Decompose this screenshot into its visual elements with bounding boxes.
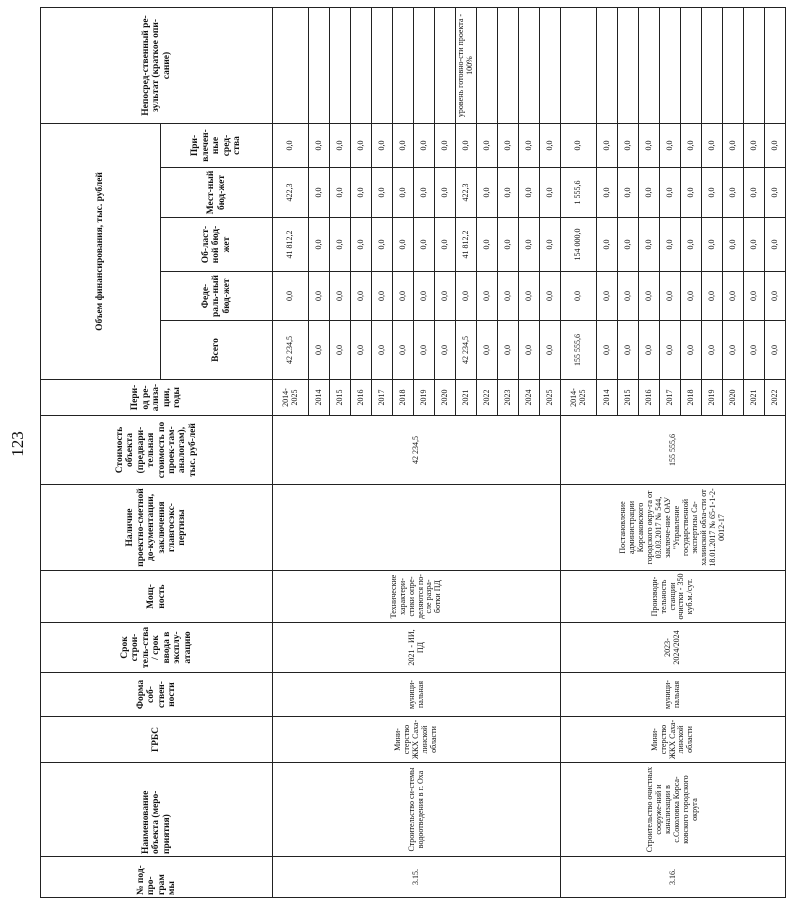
row-period: 2016: [639, 380, 660, 416]
row-period: 2019: [702, 380, 723, 416]
row-attracted: 0,0: [351, 124, 372, 168]
result-cell: [435, 8, 456, 124]
row-attracted: 0,0: [309, 124, 330, 168]
result-cell: [561, 8, 597, 124]
row-regional: 0,0: [639, 218, 660, 272]
row-local: 422,3: [456, 168, 477, 218]
header-name: Наименование объекта (меро-приятия): [41, 763, 273, 857]
row-total: 0,0: [702, 321, 723, 380]
row-regional: 154 000,0: [561, 218, 597, 272]
row-attracted: 0,0: [765, 124, 786, 168]
header-no: № под-про-грам мы: [41, 857, 273, 898]
row-regional: 0,0: [618, 218, 639, 272]
header-capacity: Мощ-ность: [41, 571, 273, 623]
row-regional: 0,0: [765, 218, 786, 272]
header-financing: Объем финансирования, тыс. рублей: [41, 124, 161, 380]
project-grbs: Мини-стерство ЖКХ Саха-линской области: [561, 717, 786, 763]
row-regional: 0,0: [498, 218, 519, 272]
row-federal: 0,0: [330, 272, 351, 321]
row-total: 42 234,5: [456, 321, 477, 380]
row-local: 0,0: [660, 168, 681, 218]
row-regional: 0,0: [723, 218, 744, 272]
row-regional: 0,0: [744, 218, 765, 272]
row-local: 0,0: [702, 168, 723, 218]
row-total: 0,0: [681, 321, 702, 380]
row-local: 0,0: [639, 168, 660, 218]
row-local: 0,0: [309, 168, 330, 218]
row-local: 0,0: [618, 168, 639, 218]
row-period: 2018: [393, 380, 414, 416]
row-local: 0,0: [351, 168, 372, 218]
row-total: 0,0: [597, 321, 618, 380]
row-regional: 0,0: [660, 218, 681, 272]
row-federal: 0,0: [309, 272, 330, 321]
row-federal: 0,0: [765, 272, 786, 321]
row-regional: 0,0: [519, 218, 540, 272]
header-federal: Феде-раль-ный бюд-жет: [161, 272, 273, 321]
rotated-table-page: [40, 8, 779, 898]
row-attracted: 0,0: [393, 124, 414, 168]
project-number: 3.15.: [273, 857, 561, 898]
row-local: 0,0: [681, 168, 702, 218]
project-docs: Постановление администрации Корсаковского городского окру-га от 03.03.2017 № 544, заключе-ние ОАУ "Управление государственной экспертизы Са-халинской обла-сти от 18.01.2017 № 65-1-1-2-0012-17: [561, 485, 786, 571]
row-local: 0,0: [372, 168, 393, 218]
project-name: Строительство очистных сооруже-ний и канализации в с.Соколовка Корса-ковского городского округа: [561, 763, 786, 857]
row-period: 2020: [435, 380, 456, 416]
row-attracted: 0,0: [723, 124, 744, 168]
row-regional: 0,0: [330, 218, 351, 272]
row-period: 2014-2025: [273, 380, 309, 416]
row-attracted: 0,0: [702, 124, 723, 168]
row-regional: 0,0: [597, 218, 618, 272]
row-attracted: 0,0: [498, 124, 519, 168]
project-term: 2023-2024/2024: [561, 623, 786, 673]
result-cell: [393, 8, 414, 124]
row-total: 42 234,5: [273, 321, 309, 380]
row-total: 0,0: [540, 321, 561, 380]
row-federal: 0,0: [273, 272, 309, 321]
row-federal: 0,0: [744, 272, 765, 321]
result-cell: [702, 8, 723, 124]
row-local: 0,0: [393, 168, 414, 218]
row-attracted: 0,0: [372, 124, 393, 168]
row-attracted: 0,0: [597, 124, 618, 168]
row-total: 0,0: [660, 321, 681, 380]
result-cell: [723, 8, 744, 124]
result-cell: [639, 8, 660, 124]
project-docs: [273, 485, 561, 571]
result-cell: [477, 8, 498, 124]
result-cell: [372, 8, 393, 124]
row-regional: 0,0: [477, 218, 498, 272]
row-total: 0,0: [519, 321, 540, 380]
row-total: 0,0: [351, 321, 372, 380]
row-period: 2015: [330, 380, 351, 416]
row-total: 0,0: [435, 321, 456, 380]
row-regional: 0,0: [309, 218, 330, 272]
row-federal: 0,0: [519, 272, 540, 321]
result-cell: [660, 8, 681, 124]
row-period: 2014: [597, 380, 618, 416]
project-grbs: Мини-стерство ЖКХ Саха-линской области: [273, 717, 561, 763]
project-term: 2021 - ИИ, ПД: [273, 623, 561, 673]
row-regional: 0,0: [702, 218, 723, 272]
row-regional: 0,0: [435, 218, 456, 272]
row-total: 0,0: [723, 321, 744, 380]
row-federal: 0,0: [435, 272, 456, 321]
row-period: 2019: [414, 380, 435, 416]
row-total: 0,0: [393, 321, 414, 380]
row-attracted: 0,0: [456, 124, 477, 168]
row-period: 2014: [309, 380, 330, 416]
row-local: 1 555,6: [561, 168, 597, 218]
row-attracted: 0,0: [273, 124, 309, 168]
project-cost: 42 234,5: [273, 416, 561, 485]
row-federal: 0,0: [372, 272, 393, 321]
row-period: 2023: [498, 380, 519, 416]
row-attracted: 0,0: [414, 124, 435, 168]
row-federal: 0,0: [414, 272, 435, 321]
row-federal: 0,0: [702, 272, 723, 321]
project-ownership: муници-пальная: [273, 673, 561, 717]
row-local: 422,3: [273, 168, 309, 218]
header-regional: Об-ласт-ной бюд-жет: [161, 218, 273, 272]
row-attracted: 0,0: [639, 124, 660, 168]
row-period: 2021: [744, 380, 765, 416]
row-total: 0,0: [618, 321, 639, 380]
header-local: Мест-ный бюд-жет: [161, 168, 273, 218]
row-local: 0,0: [477, 168, 498, 218]
table-body: [273, 8, 786, 898]
row-total: 0,0: [765, 321, 786, 380]
row-local: 0,0: [765, 168, 786, 218]
row-regional: 0,0: [393, 218, 414, 272]
header-period: Пери-од ре-ализа-ции, годы: [41, 380, 273, 416]
result-cell: [330, 8, 351, 124]
page-number: 123: [8, 431, 27, 457]
row-attracted: 0,0: [330, 124, 351, 168]
row-total: 155 555,6: [561, 321, 597, 380]
row-federal: 0,0: [498, 272, 519, 321]
row-regional: 0,0: [414, 218, 435, 272]
row-local: 0,0: [540, 168, 561, 218]
row-period: 2024: [519, 380, 540, 416]
row-federal: 0,0: [618, 272, 639, 321]
table-header: [41, 8, 273, 898]
row-period: 2018: [681, 380, 702, 416]
row-period: 2022: [477, 380, 498, 416]
row-regional: 0,0: [540, 218, 561, 272]
row-total: 0,0: [639, 321, 660, 380]
row-regional: 0,0: [351, 218, 372, 272]
header-cost: Стоимость объекта (предвари-тельная стоимость по проек-там-аналогам), тыс. руб-лей: [41, 416, 273, 485]
row-attracted: 0,0: [744, 124, 765, 168]
row-local: 0,0: [330, 168, 351, 218]
row-local: 0,0: [414, 168, 435, 218]
header-term: Срок строи-тель-ства / срок ввода в эксплу-атацию: [41, 623, 273, 673]
row-local: 0,0: [435, 168, 456, 218]
result-cell: [498, 8, 519, 124]
row-local: 0,0: [597, 168, 618, 218]
row-federal: 0,0: [597, 272, 618, 321]
result-cell: [519, 8, 540, 124]
header-total: Всего: [161, 321, 273, 380]
row-federal: 0,0: [660, 272, 681, 321]
row-regional: 0,0: [681, 218, 702, 272]
result-cell: [351, 8, 372, 124]
row-regional: 0,0: [372, 218, 393, 272]
result-cell: [273, 8, 309, 124]
result-cell: [540, 8, 561, 124]
header-grbs: ГРБС: [41, 717, 273, 763]
row-attracted: 0,0: [435, 124, 456, 168]
row-period: 2017: [660, 380, 681, 416]
row-total: 0,0: [477, 321, 498, 380]
result-cell: [597, 8, 618, 124]
row-attracted: 0,0: [477, 124, 498, 168]
row-federal: 0,0: [540, 272, 561, 321]
project-capacity: Производи-тельность станции очистки - 350 куб.м./сут.: [561, 571, 786, 623]
row-regional: 41 812,2: [273, 218, 309, 272]
row-total: 0,0: [498, 321, 519, 380]
row-local: 0,0: [723, 168, 744, 218]
result-cell: [765, 8, 786, 124]
row-federal: 0,0: [477, 272, 498, 321]
row-total: 0,0: [414, 321, 435, 380]
row-federal: 0,0: [561, 272, 597, 321]
header-ownership: Форма соб-ствен-ности: [41, 673, 273, 717]
financing-table: [40, 7, 786, 898]
row-federal: 0,0: [351, 272, 372, 321]
row-attracted: 0,0: [681, 124, 702, 168]
project-cost: 155 555,6: [561, 416, 786, 485]
row-total: 0,0: [309, 321, 330, 380]
result-cell: [414, 8, 435, 124]
row-local: 0,0: [744, 168, 765, 218]
project-result: уровень готовно-сти проекта - 100%: [456, 8, 477, 124]
result-cell: [744, 8, 765, 124]
row-period: 2020: [723, 380, 744, 416]
table-row: [561, 8, 597, 898]
result-cell: [681, 8, 702, 124]
row-local: 0,0: [519, 168, 540, 218]
row-attracted: 0,0: [618, 124, 639, 168]
row-attracted: 0,0: [519, 124, 540, 168]
row-period: 2021: [456, 380, 477, 416]
row-attracted: 0,0: [561, 124, 597, 168]
row-total: 0,0: [744, 321, 765, 380]
row-regional: 41 812,2: [456, 218, 477, 272]
row-federal: 0,0: [681, 272, 702, 321]
row-total: 0,0: [330, 321, 351, 380]
row-federal: 0,0: [393, 272, 414, 321]
result-cell: [309, 8, 330, 124]
table-row: [273, 8, 309, 898]
project-capacity: Технические характери-стики опре-деляются по-сле разра-ботки ПД: [273, 571, 561, 623]
project-number: 3.16.: [561, 857, 786, 898]
row-period: 2014-2025: [561, 380, 597, 416]
row-period: 2022: [765, 380, 786, 416]
project-name: Строительство си-стемы водоотведения в г. Оха: [273, 763, 561, 857]
project-ownership: муници-пальная: [561, 673, 786, 717]
result-cell: [618, 8, 639, 124]
row-federal: 0,0: [723, 272, 744, 321]
row-federal: 0,0: [456, 272, 477, 321]
header-docs: Наличие проектно-сметной до-кументации, заключения главгосэкс-пертизы: [41, 485, 273, 571]
row-attracted: 0,0: [660, 124, 681, 168]
row-total: 0,0: [372, 321, 393, 380]
row-period: 2025: [540, 380, 561, 416]
row-federal: 0,0: [639, 272, 660, 321]
row-local: 0,0: [498, 168, 519, 218]
row-attracted: 0,0: [540, 124, 561, 168]
row-period: 2016: [351, 380, 372, 416]
row-period: 2015: [618, 380, 639, 416]
header-attracted: При-влечен-ные сред-ства: [161, 124, 273, 168]
row-period: 2017: [372, 380, 393, 416]
header-result: Непосред-ственный ре-зультат (краткое опи-сание): [41, 8, 273, 124]
